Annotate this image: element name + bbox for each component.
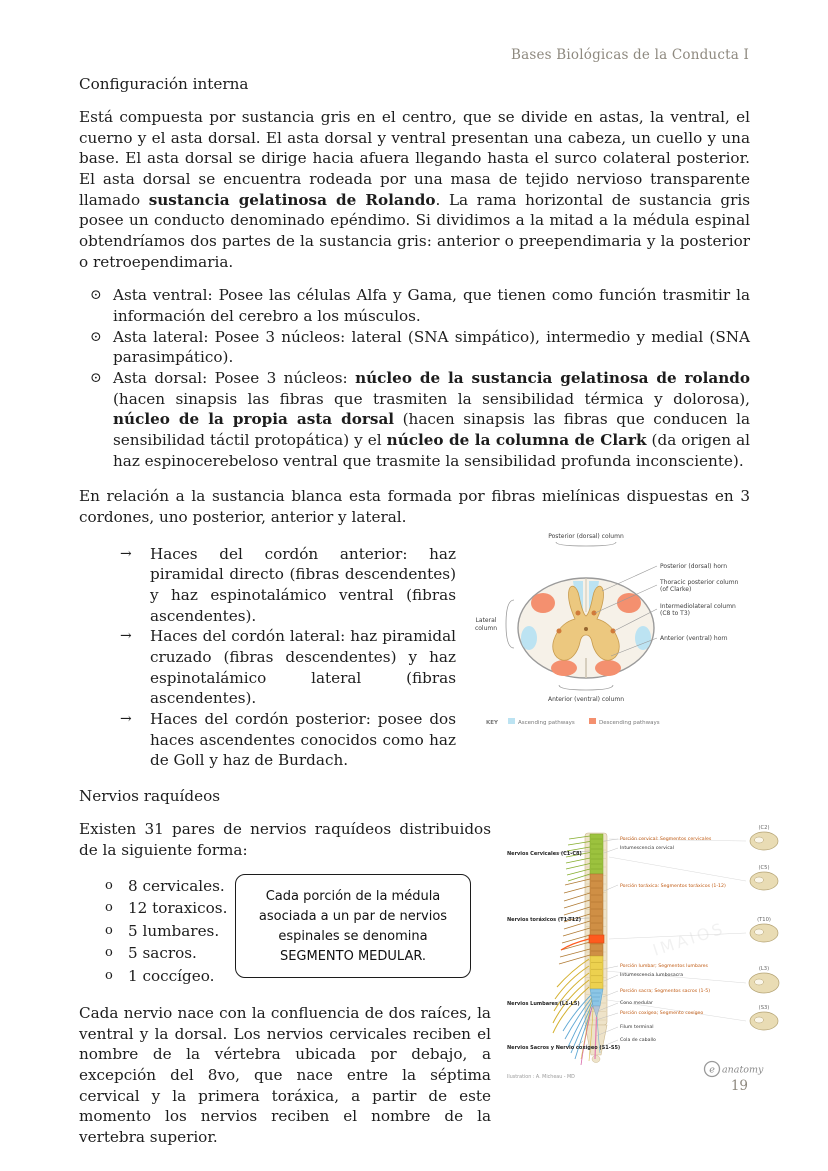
fig2-label-s3: (S3) (758, 1005, 770, 1012)
list-item-cervicales: o 8 cervicales. (105, 876, 225, 895)
key-descending-swatch (589, 718, 596, 724)
list-item-sacros: o 5 sacros. (105, 944, 197, 962)
fig2-label-porcion-lumbar: Porción lumbar; Segmentos lumbares (620, 964, 708, 970)
counts-and-note-row (79, 874, 491, 989)
circle-bullet-icon: o (105, 945, 113, 960)
fig1-top-label: Posterior (dorsal) column (548, 532, 624, 540)
fig1-key-title: KEY (486, 719, 499, 726)
fig1-label-iml-1: Intermediolateral column (660, 602, 736, 610)
fig2-credit: Ilustration : A. Micheau - MD (507, 1075, 575, 1081)
bullet-icon: ⊙ (90, 370, 102, 387)
fig1-key-descending: Descending pathways (599, 719, 660, 726)
bullet-icon: ⊙ (90, 287, 102, 304)
list-item-toraxicos: o 12 toraxicos. (105, 899, 228, 917)
header-course-title: Bases Biológicas de la Conducta I (510, 47, 749, 63)
horns-list (79, 285, 750, 471)
highlighted-segment (589, 935, 604, 943)
fig1-left-label-line1: Lateral (475, 616, 497, 624)
fig2-label-c5: (C5) (758, 865, 770, 872)
fig1-label-iml-2: (C8 to T3) (660, 609, 691, 617)
circle-bullet-icon: o (105, 922, 113, 938)
list-item-asta-ventral (90, 285, 750, 326)
fig2-label-t10: (T10) (757, 917, 771, 924)
key-ascending-swatch (508, 718, 515, 724)
fig1-left-label-line2: column (474, 624, 498, 632)
cross-section-drawing (518, 578, 654, 678)
page-number: 19 (730, 1078, 748, 1094)
fig2-label-filum-terminal: Filum terminal (620, 1025, 654, 1031)
fig1-label-posterior-horn: Posterior (dorsal) horn (660, 562, 728, 570)
list-item-asta-lateral (90, 327, 750, 368)
fig2-label-porcion-toraxica: Porción toráxica: Segmentos toráxicos (1-12) (620, 884, 726, 890)
cross-section-svg (456, 528, 756, 733)
circle-bullet-icon: o (105, 877, 113, 893)
fig1-label-clarke-1: Thoracic posterior column (660, 578, 739, 586)
cords-list (79, 534, 456, 771)
list-item-text: Haces del cordón lateral: haz piramidal cruzado (fibras descendentes) y haz espinotalámico lateral (fibras ascendentes). (150, 627, 456, 708)
intro-paragraph: Está compuesta por sustancia gris en el centro, que se divide en astas, la ventral, el cuerno y el asta dorsal. El asta dorsal y ventral presentan una cabeza, un cuello y una base. El asta dorsal se dirige hacia afuera llegando hasta el surco colateral posterior. El asta dorsal se encuentra rodeada por una masa de tejido nervioso transparente llamado sustancia gelatinosa de Rolando. La rama horizontal de sustancia gris posee un conducto denominado epéndimo. Si dividimos a la mitad a la médula espinal obtendríamos dos partes de la sustancia gris: anterior o preependimaria y la posterior o retroependimaria. (79, 108, 751, 271)
descending-region (531, 593, 555, 613)
spine-figure (505, 821, 795, 1087)
logo-anatomy: anatomy (722, 1064, 764, 1076)
fig1-key-ascending: Ascending pathways (518, 719, 575, 726)
arrow-icon: → (120, 711, 132, 728)
fig1-left-bracket (506, 600, 514, 648)
fig2-label-intumescencia-lumbosacra: Intumescencia lumbosacra (620, 973, 684, 979)
nerves-section-row (79, 819, 771, 1161)
list-item-cordon-anterior (120, 544, 456, 627)
white-matter-paragraph: En relación a la sustancia blanca esta formada por fibras mielínicas dispuestas en 3 cordones, uno posterior, anterior y lateral. (79, 487, 750, 527)
fig1-label-anterior-horn: Anterior (ventral) horn (660, 634, 728, 642)
fig1-bottom-label: Anterior (ventral) column (547, 695, 625, 703)
fig2-label-l3: (L3) (758, 966, 770, 973)
arrow-icon: → (120, 545, 132, 562)
list-item-coccigeo: o 1 coccígeo. (105, 966, 215, 985)
page-content (79, 75, 771, 1161)
logo-e: e (709, 1064, 715, 1076)
fig2-label-nervios-lumbares: Nervios Lumbares (L1-L5) (507, 1001, 580, 1008)
section-title-nervios-raquideos: Nervios raquídeos (79, 787, 221, 806)
fig2-label-intumescencia-cervical: Intumescencia cervical (620, 846, 674, 852)
cords-and-figure-row (79, 534, 750, 771)
fig1-label-clarke-2: (of Clarke) (660, 585, 692, 593)
circle-bullet-icon: o (105, 900, 113, 915)
fig1-top-bracket (556, 542, 616, 546)
nerve-counts-list (79, 874, 235, 989)
list-item-text: Asta ventral: Posee las células Alfa y Gama, que tienen como función trasmitir la información del cerebro a los músculos. (113, 286, 750, 326)
fig1-bottom-bracket (559, 685, 613, 690)
list-item-lumbares: o 5 lumbares. (105, 921, 220, 940)
fig2-label-nervios-toraxicos: Nervios toráxicos (T1-T12) (507, 917, 582, 924)
list-item-asta-dorsal (90, 368, 750, 471)
list-item-cordon-posterior (120, 709, 456, 771)
list-item-text: Asta dorsal: Posee 3 núcleos: núcleo de la sustancia gelatinosa de rolando (hacen sinapsis las fibras que trasmiten la sensibilidad térmica y dolorosa), núcleo de la propia asta dorsal (hacen sinapsis las fibras que conducen la sensibilidad táctil protopática) y el núcleo de la columna de Clark (da origen al haz espinocerebeloso ventral que trasmite la sensibilidad profunda inconsciente). (113, 369, 751, 470)
nerves-intro-paragraph: Existen 31 pares de nervios raquídeos distribuidos de la siguiente forma: (79, 820, 491, 859)
fig2-label-cono-medular: Cono medular (620, 1001, 653, 1007)
spine-svg (505, 821, 795, 1083)
fig2-label-c2: (C2) (758, 825, 770, 832)
vertebra-insets (749, 832, 779, 1030)
segment-medular-note-box: Cada porción de la médula asociada a un par de nervios espinales se denomina SEGMENTO MEDULAR. (235, 874, 471, 979)
arrow-icon: → (120, 628, 132, 645)
fig2-label-porcion-sacra: Porción sacra; Segmentos sacros (1-5) (620, 989, 711, 995)
fig2-label-porcion-cervical: Porción cervical: Segmentos cervicales (620, 837, 712, 843)
list-item-text: Haces del cordón posterior: posee dos haces ascendentes conocidos como haz de Goll y haz de Burdach. (150, 710, 456, 770)
fig2-label-nervios-sacros: Nervios Sacros y Nervio coxígeo (S1-S5) (507, 1045, 621, 1052)
watermark-text: IMAIOS (650, 918, 728, 960)
list-item-cordon-lateral (120, 626, 456, 709)
fig2-label-cola-de-caballo: Cola de caballo (620, 1038, 656, 1044)
fig2-label-nervios-cervicales: Nervios Cervicales (C1-C8) (507, 851, 582, 858)
eanatomy-logo (705, 1062, 764, 1077)
bullet-icon: ⊙ (90, 328, 102, 345)
fig2-label-porcion-coxigea: Porción coxígea; Segmento coxígeo (620, 1011, 704, 1017)
section-title-configuracion-interna: Configuración interna (79, 75, 249, 93)
list-item-text: Haces del cordón anterior: haz piramidal directo (fibras descendentes) y haz espinotalámico ventral (fibras ascendentes). (150, 544, 456, 625)
cross-section-figure (456, 528, 756, 737)
nerves-closing-paragraph: Cada nervio nace con la confluencia de dos raíces, la ventral y la dorsal. Los nervios cervicales reciben el nombre de la vértebra ubicada por debajo, a excepción del 8vo, que nace entre la séptima cervical y la primera toráxica, a partir de este momento los nervios reciben el nombre de la vertebra superior. (79, 1004, 491, 1147)
central-canal (584, 627, 588, 631)
list-item-text: Asta lateral: Posee 3 núcleos: lateral (SNA simpático), intermedio y medial (SNA parasimpático). (113, 327, 750, 367)
circle-bullet-icon: o (105, 967, 113, 983)
nerves-text-column (79, 819, 491, 1161)
